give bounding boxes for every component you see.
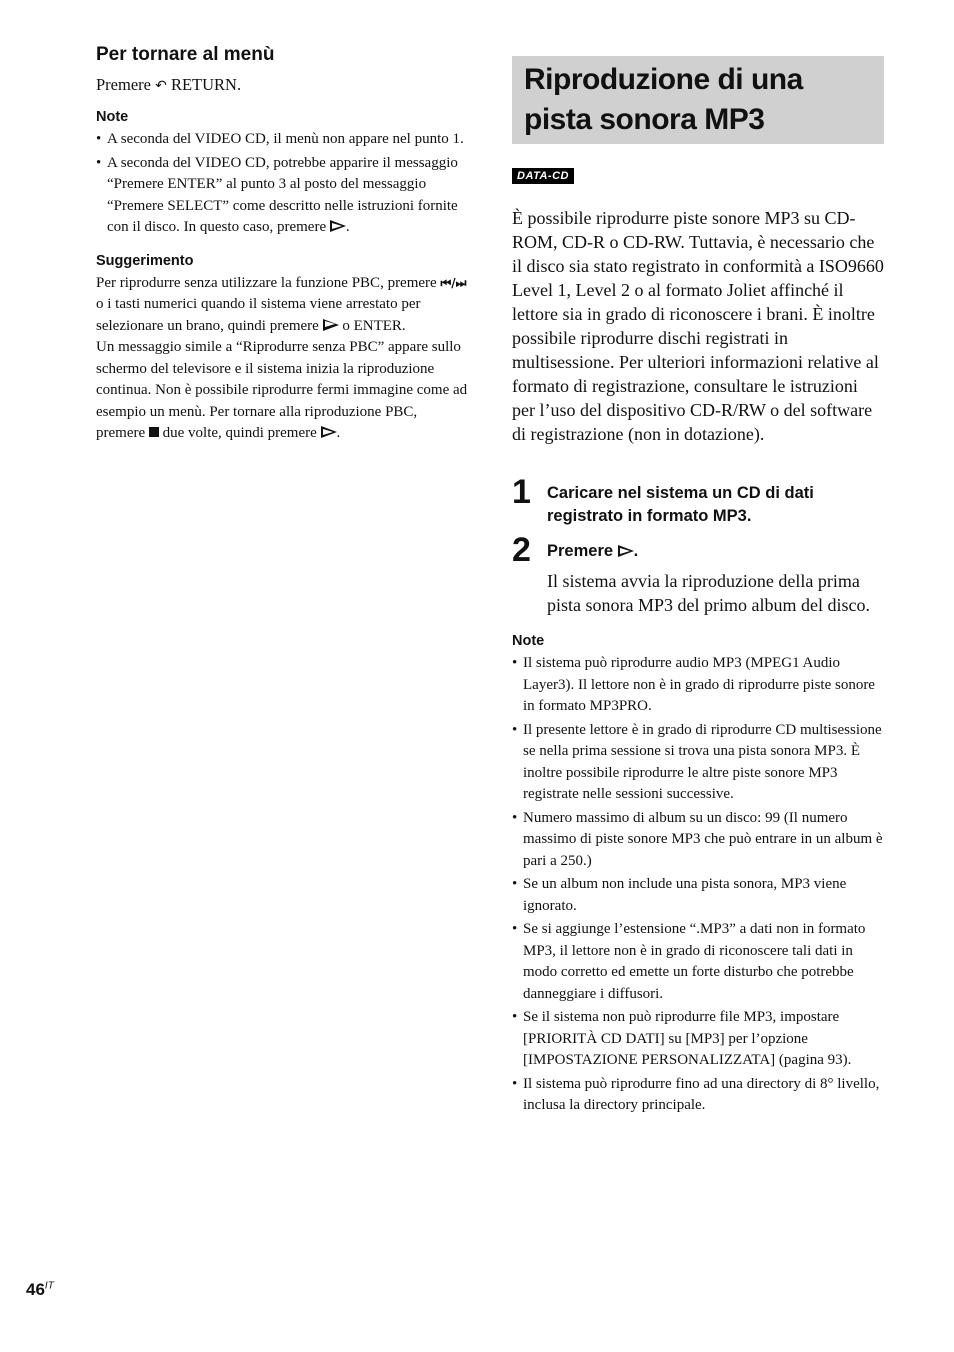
play-icon	[323, 319, 339, 331]
return-instruction: Premere ↶ RETURN.	[96, 75, 242, 94]
note-item: • Il sistema può riprodurre audio MP3 (MPEG1 Audio Layer3). Il lettore non è in grado di riprodurre piste sonore in formato MP3PRO.	[512, 653, 884, 718]
note-item: • Il sistema può riprodurre fino ad una directory di 8° livello, inclusa la directory principale.	[512, 1074, 884, 1117]
step-number: 1	[512, 473, 531, 511]
note-item: • Il presente lettore è in grado di riprodurre CD multisessione se nella prima sessione si trova una pista sonora MP3. È inoltre possibile riprodurre le altre piste sonore MP3 registrate nelle sessioni successive.	[512, 720, 884, 806]
note-heading-right: Note	[512, 633, 545, 649]
step-title: Caricare nel sistema un CD di dati registrato in formato MP3.	[547, 484, 814, 525]
note-item: • Se un album non include una pista sonora, MP3 viene ignorato.	[512, 874, 884, 917]
left-column	[96, 44, 468, 445]
notes-list-right	[512, 653, 884, 1117]
tip-block	[96, 273, 468, 445]
right-column	[512, 56, 884, 1119]
note-item: • Se si aggiunge l’estensione “.MP3” a dati non in formato MP3, il lettore non è in grado di riconoscere tali dati in modo corretto ed emette un forte disturbo che potrebbe danneggiare i diffusori.	[512, 919, 884, 1005]
section-heading-return: Per tornare al menù	[96, 44, 275, 65]
stop-icon	[149, 427, 159, 437]
note-heading-left: Note	[96, 109, 129, 125]
note-item: • Numero massimo di album su un disco: 99 (Il numero massimo di piste sonore MP3 che può entrare in un album è pari a 250.)	[512, 808, 884, 873]
note-item: • A seconda del VIDEO CD, potrebbe apparire il messaggio “Premere ENTER” al punto 3 al posto del messaggio “Premere SELECT” come descritto nelle istruzioni fornite con il disco. In questo caso, premere .	[96, 153, 468, 239]
note-item: • A seconda del VIDEO CD, il menù non appare nel punto 1.	[96, 129, 468, 151]
step-2	[512, 531, 884, 617]
step-1	[512, 473, 884, 528]
page-title: Riproduzione di una pista sonora MP3	[512, 56, 884, 144]
return-icon: ↶	[155, 78, 167, 94]
note-item: • Se il sistema non può riprodurre file MP3, impostare [PRIORITÀ CD DATI] su [MP3] per l’opzione [IMPOSTAZIONE PERSONALIZZATA] (pagina 93).	[512, 1007, 884, 1072]
tip-paragraph-1: Per riprodurre senza utilizzare la funzione PBC, premere ⏮/⏭ o i tasti numerici quando il sistema viene arrestato per selezionare un brano, quindi premere o ENTER.	[96, 274, 467, 334]
tip-heading: Suggerimento	[96, 252, 194, 269]
tip-paragraph-2: Un messaggio simile a “Riprodurre senza PBC” appare sullo schermo del televisore e il sistema inizia la riproduzione continua. Non è possibile riprodurre fermi immagine come ad esempio un menù. Per tornare alla riproduzione PBC, premere due volte, quindi premere .	[96, 339, 468, 441]
play-icon	[618, 545, 634, 557]
step-title: Premere .	[547, 542, 639, 560]
intro-paragraph: È possibile riprodurre piste sonore MP3 su CD-ROM, CD-R o CD-RW. Tuttavia, è necessario che il disco sia stato registrato in conformità a ISO9660 Level 1, Level 2 o al formato Joliet affinché il lettore sia in grado di riconoscere i brani. È inoltre possibile riprodurre dischi registrati in multisessione. Per ulteriori informazioni relative al formato di registrazione, consultare le istruzioni per l’uso del dispositivo CD-R/RW o del software di registrazione (non in dotazione).	[512, 208, 884, 444]
play-icon	[321, 426, 337, 438]
step-body: Il sistema avvia la riproduzione della prima pista sonora MP3 del primo album del disco.	[547, 571, 870, 615]
play-icon	[330, 220, 346, 232]
prev-next-icon: ⏮/⏭	[440, 275, 467, 290]
page-number: $46^{IT}$	[26, 1280, 54, 1299]
step-number: 2	[512, 531, 531, 569]
data-cd-badge: DATA-CD	[512, 168, 574, 184]
notes-list-left	[96, 129, 468, 239]
